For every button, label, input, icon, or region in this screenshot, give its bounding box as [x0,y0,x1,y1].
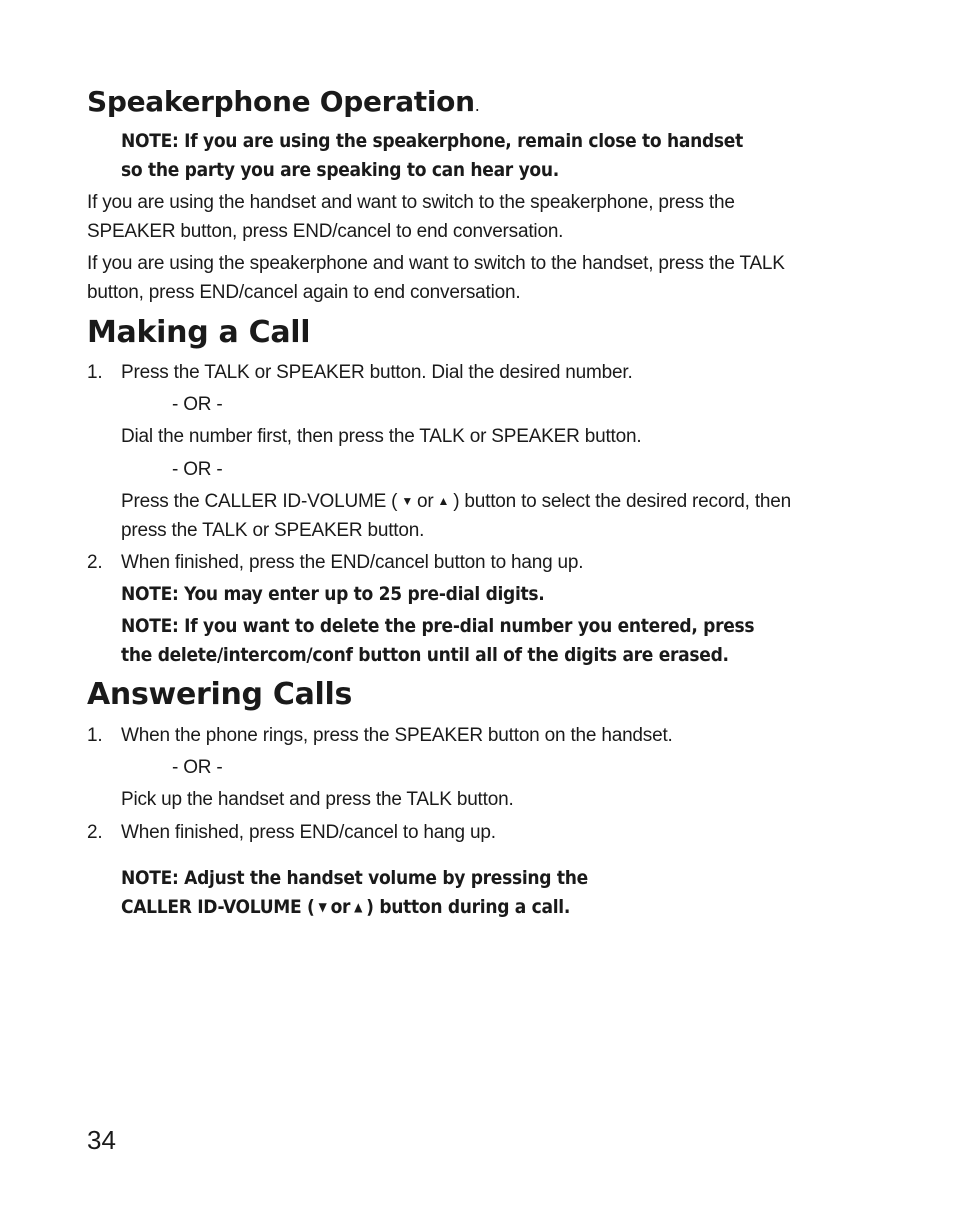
answering-note-line-2 [121,893,570,922]
heading-answering-calls: Answering Calls [87,677,353,712]
speakerphone-note-line-1: NOTE: If you are using the speakerphone, remain close to handset [121,130,743,152]
making-call-note-2-line-1: NOTE: If you want to delete the pre-dial number you entered, press [121,615,755,637]
making-call-step-1 [87,358,633,387]
alt-2-or: or [417,491,434,512]
speakerphone-note-line-2: so the party you are speaking to can hear you. [121,159,559,181]
step-number: 2. [87,552,103,573]
answering-step-2 [87,818,496,847]
step-number: 1. [87,362,103,383]
making-call-alt-2-line-1 [121,487,791,516]
answering-alt-1: Pick up the handset and press the TALK button. [121,789,514,810]
heading-suffix: . [474,96,480,115]
alt-2-text-b: ) button to select the desired record, then [453,491,792,512]
answering-or-1: - OR - [172,757,223,778]
making-call-step-2 [87,548,583,577]
step-text: Press the TALK or SPEAKER button. Dial the desired number. [121,362,633,383]
making-call-alt-2-line-2: press the TALK or SPEAKER button. [121,520,425,541]
answering-step-1 [87,721,673,750]
step-number: 1. [87,725,103,746]
answering-note-line-1: NOTE: Adjust the handset volume by pressing the [121,867,588,889]
page-number: 34 [87,1125,116,1155]
triangle-up-icon: ▲ [354,900,363,914]
step-text: When finished, press the END/cancel button to hang up. [121,552,584,573]
heading-making-a-call: Making a Call [87,315,311,350]
heading-text: Speakerphone Operation [87,85,475,118]
step-number: 2. [87,822,103,843]
speakerphone-para-2-line-1: If you are using the speakerphone and want to switch to the handset, press the TALK [87,253,785,274]
note-text-b: ) button during a call. [366,896,571,918]
speakerphone-para-2-line-2: button, press END/cancel again to end conversation. [87,282,521,303]
making-call-or-1: - OR - [172,394,223,415]
making-call-or-2: - OR - [172,459,223,480]
step-text: When the phone rings, press the SPEAKER button on the handset. [121,725,673,746]
speakerphone-para-1-line-1: If you are using the handset and want to switch to the speakerphone, press the [87,192,735,213]
triangle-down-icon: ▼ [401,494,413,508]
triangle-up-icon: ▲ [437,494,450,508]
triangle-down-icon: ▼ [318,900,327,914]
making-call-note-1: NOTE: You may enter up to 25 pre-dial digits. [121,583,545,605]
note-or: or [330,896,351,918]
making-call-alt-1: Dial the number first, then press the TALK or SPEAKER button. [121,426,642,447]
step-text: When finished, press END/cancel to hang up. [121,822,496,843]
note-text-a: CALLER ID-VOLUME ( [121,896,315,918]
speakerphone-para-1-line-2: SPEAKER button, press END/cancel to end conversation. [87,221,564,242]
alt-2-text-a: Press the CALLER ID-VOLUME ( [121,491,398,512]
heading-speakerphone-operation [87,84,480,124]
making-call-note-2-line-2: the delete/intercom/conf button until all of the digits are erased. [121,644,729,666]
